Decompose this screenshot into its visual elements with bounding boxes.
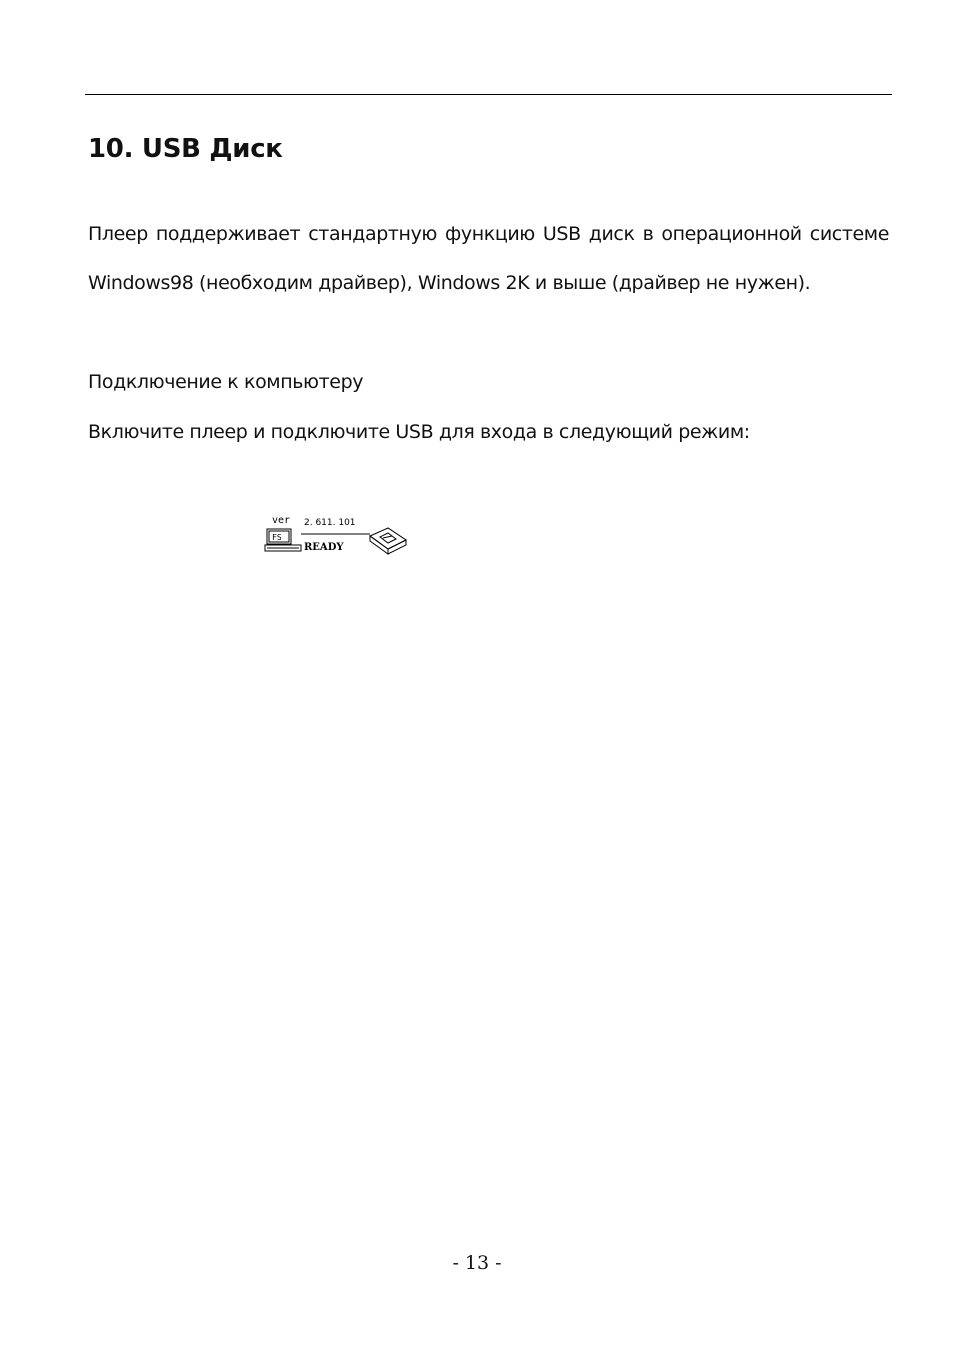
version-value: 2. 611. 101	[304, 518, 356, 528]
usb-ready-screen	[262, 512, 412, 558]
connect-heading: Подключение к компьютеру	[88, 371, 364, 393]
screen-label: FS	[272, 533, 282, 542]
instruction-line: Включите плеер и подключите USB для входа в следующий режим:	[88, 421, 750, 443]
intro-paragraph: Плеер поддерживает стандартную функцию USB диск в операционной системе Windows98 (необходим драйвер), Windows 2K и выше (драйвер не нужен).	[88, 223, 889, 294]
page-number: - 13 -	[452, 1252, 502, 1274]
header-rule	[85, 94, 892, 95]
ready-status: READY	[304, 542, 344, 553]
player-device-icon	[370, 528, 406, 554]
section-title: 10. USB Диск	[88, 134, 283, 164]
version-label: ver	[272, 515, 291, 526]
computer-icon	[265, 529, 301, 551]
